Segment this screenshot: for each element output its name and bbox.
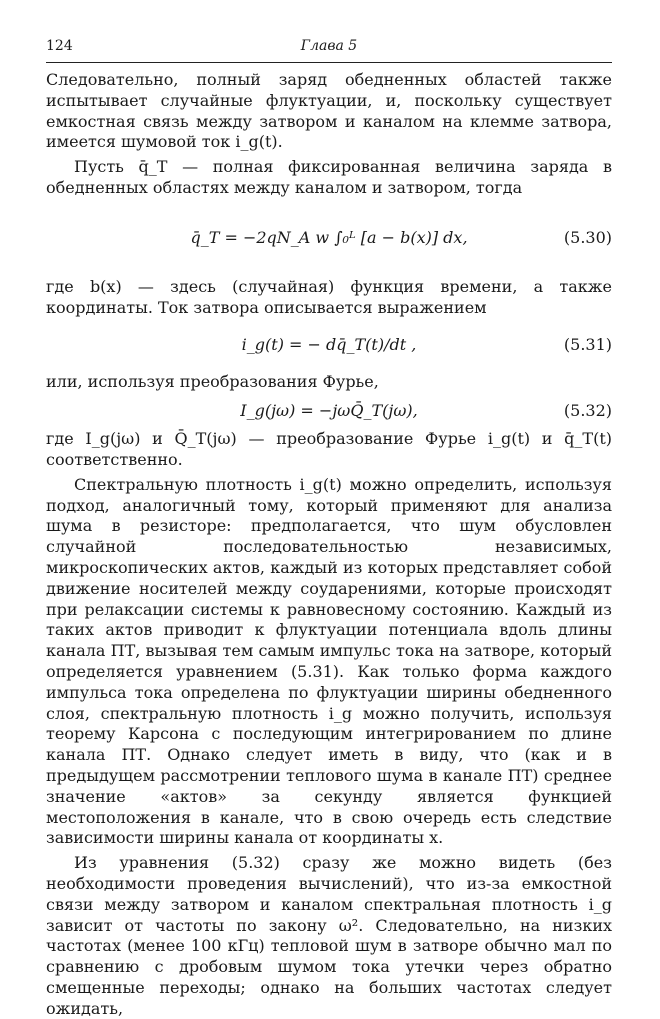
paragraph-7: Из уравнения (5.32) сразу же можно видеть (без необходимости проведения вычислений), что из-за емкостной связи между затвором и каналом спектральная плотность i_g зависит от частоты по закону ω². Следовательно, на низких частотах (менее 100 кГц) тепловой шум в затворе обычно мал по сравнению с дробовым шумом тока утечки через обратно смещенные переходы; однако на больших частотах следует ожидать, bbox=[46, 853, 612, 1018]
equation-5-30-number: (5.30) bbox=[563, 227, 612, 247]
paragraph-4: или, используя преобразования Фурье, bbox=[46, 372, 379, 392]
equation-5-30-formula: q̄_T = −2qN_A w ∫₀ᴸ [a − b(x)] dx, bbox=[190, 227, 468, 247]
equation-5-32 bbox=[46, 393, 612, 429]
page-header bbox=[46, 38, 612, 63]
paragraph-6: Спектральную плотность i_g(t) можно определить, используя подход, аналогичный тому, который применяют для анализа шума в резисторе: предполагается, что шум обусловлен случайной последовательностью независимых, микроскопических актов, каждый из которых представляет собой движение носителей между соударениями, которые происходят при релаксации системы к равновесному состоянию. Каждый из таких актов приводит к флуктуации потенциала вдоль длины канала ПТ, вызывая тем самым импульс тока на затворе, который определяется уравнением (5.31). Как только форма каждого импульса тока определена по флуктуации ширины обедненного слоя, спектральную плотность i_g можно получить, используя теорему Карсона с последующим интегрированием по длине канала ПТ. Однако следует иметь в виду, что (как и в предыдущем рассмотрении теплового шума в канале ПТ) среднее значение «актов» за секунду является функцией местоположения в канале, что в свою очередь есть следствие зависимости ширины канала от координаты x. bbox=[46, 474, 612, 848]
equation-5-30 bbox=[46, 199, 612, 277]
equation-5-32-formula: I_g(jω) = −jωQ̄_T(jω), bbox=[240, 401, 418, 421]
paragraph-3: где b(x) — здесь (случайная) функция времени, а также координаты. Ток затвора описывается выражением bbox=[46, 276, 612, 317]
paragraph-1: Следовательно, полный заряд обедненных областей также испытывает случайные флуктуации, и, поскольку существует емкостная связь между затвором и каналом на клемме затвора, имеется шумовой ток i_g(t). bbox=[46, 70, 612, 152]
chapter-title: Глава 5 bbox=[300, 38, 358, 54]
page-number: 124 bbox=[46, 38, 73, 54]
paragraph-5: где I_g(jω) и Q̄_T(jω) — преобразование Фурье i_g(t) и q̄_T(t) соответственно. bbox=[46, 429, 612, 469]
paragraph-2: Пусть q̄_T — полная фиксированная величина заряда в обедненных областях между каналом и затвором, тогда bbox=[46, 157, 612, 197]
page-body bbox=[46, 70, 612, 1019]
equation-5-31-number: (5.31) bbox=[563, 335, 612, 355]
equation-5-31 bbox=[46, 318, 612, 372]
equation-5-31-formula: i_g(t) = − dq̄_T(t)/dt , bbox=[241, 335, 417, 355]
equation-5-32-number: (5.32) bbox=[563, 401, 612, 421]
